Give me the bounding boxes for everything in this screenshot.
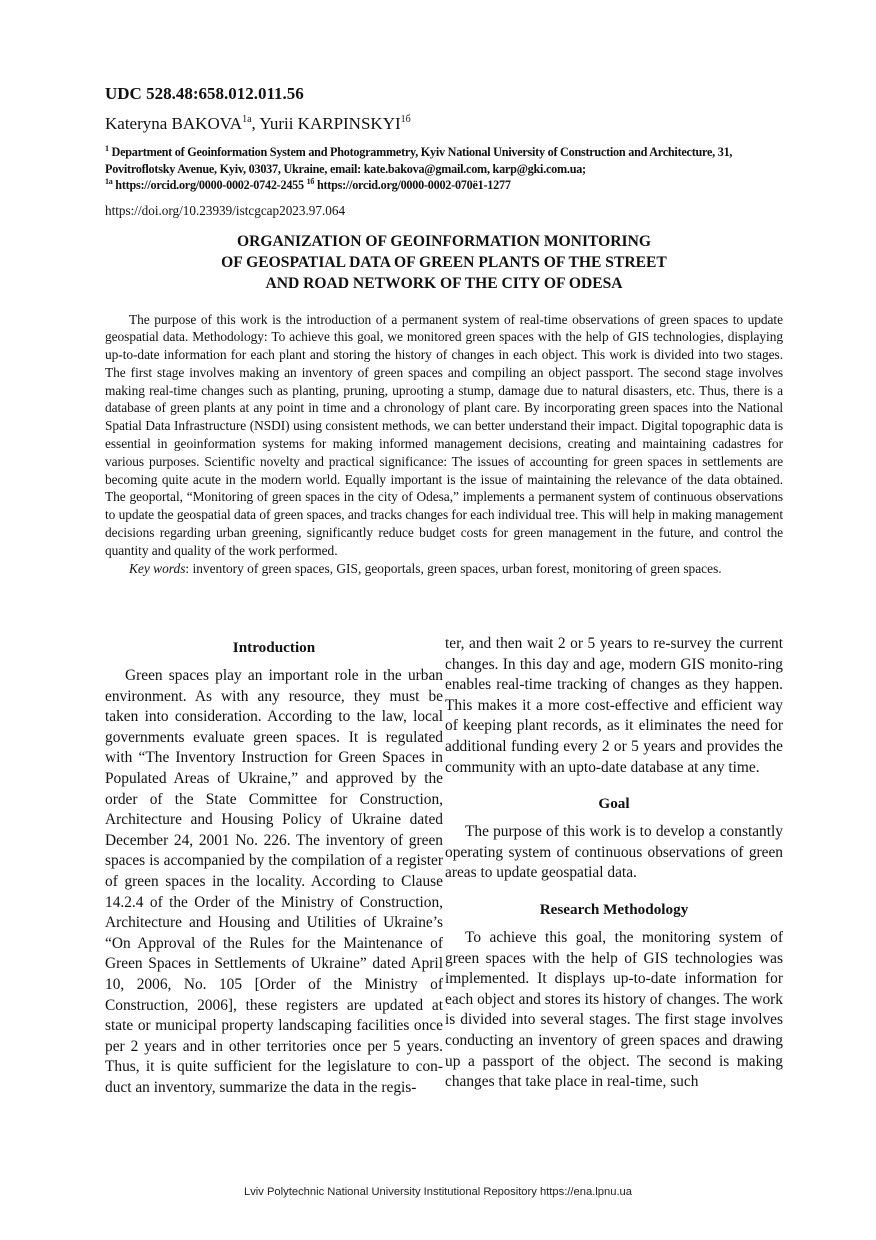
abstract: The purpose of this work is the introduction of a permanent system of real-time observations of green spaces to update geospatial data. Methodology: To achieve this goal, we monitored green spaces with the help of GIS technologies, displaying up-to-date information for each plant and storing the history of changes in each object. This work is divided into two stages. The first stage involves making an inventory of green spaces and compiling an object passport. The second stage involves making real-time changes such as planting, pruning, uprooting a stump, damage due to natural disasters, etc. Thus, there is a database of green plants at any point in time and a chronology of plant care. By incorporating green spaces into the National Spatial Data Infrastructure (NSDI) using consistent methods, we can better understand their impact. Digital topographic data is essential in geoinformation systems for making informed management decisions, creating and maintaining cadastres for various purposes. Scientific novelty and practical significance: The issues of accounting for green spaces in settlements are becoming quite acute in the modern world. Equally important is the issue of maintaining the relevance of the data obtained. The geoportal, “Monitoring of green spaces in the city of Odesa,” implements a permanent system of continuous observations to update the geospatial data of green spaces, and tracks changes for each individual tree. This will help in making management decisions regarding urban greening, significantly reduce budget costs for green management in the future, and control the quantity and quality of the work performed. (105, 311, 783, 558)
repository-footer: Lviv Polytechnic National University Institutional Repository https://ena.lpnu.ua (243, 1186, 633, 1198)
section-heading-goal: Goal (598, 795, 630, 813)
affiliation-text: Department of Geoinformation System and Photogrammetry, Kyiv National University of Construction and Architecture, 31, Povitroflotsky Avenue, Kyiv, 03037, Ukraine, email: kate.bakova@gmail.com, karp@gki.com.ua; (105, 145, 733, 176)
left-column (105, 634, 443, 1098)
author-list (105, 113, 783, 135)
title-line: ORGANIZATION OF GEOINFORMATION MONITORING (237, 232, 651, 250)
udc-code: UDC 528.48:658.012.011.56 (105, 84, 304, 103)
affiliation-superscript: 1 (105, 144, 109, 153)
keywords (105, 560, 783, 578)
section-heading-introduction: Introduction (232, 639, 316, 656)
doi-link[interactable]: https://doi.org/10.23939/istcgcap2023.97.064 (105, 202, 346, 218)
paper-title (105, 231, 783, 294)
orcid-superscript: 1б (306, 177, 315, 186)
author-superscript: 1a (242, 114, 252, 125)
orcid-link[interactable]: https://orcid.org/0000-0002-0742-2455 (112, 178, 307, 192)
introduction-paragraph: Green spaces play an important role in the urban environment. As with any resource, they must be taken into consideration. According to the law, local governments evaluate green spaces. It is regulated with “The Inventory Instruction for Green Spaces in Populated Areas of Ukraine,” and approved by the order of the State Committee for Construction, Architecture and Housing Policy of Ukraine dated December 24, 2001 No. 226. The inventory of green spaces is accompanied by the compilation of a register of green spaces in the locality. According to Clause 14.2.4 of the Order of the Ministry of Construction, Architecture and Housing and Utilities of Ukraine’s “On Approval of the Rules for the Maintenance of Green Spaces in Settlements of Ukraine” dated April 10, 2006, No. 105 [Order of the Ministry of Construction, 2006], these registers are updated at state or municipal property landscaping facilities once per 2 years and in other territories once per 5 years. Thus, it is quite sufficient for the legislature to conduct an inventory, summarize the data in the regis- (105, 667, 443, 1096)
paper-header (105, 84, 783, 577)
title-line: AND ROAD NETWORK OF THE CITY OF ODESA (265, 274, 623, 292)
body-columns (105, 634, 783, 1098)
author-name: Yurii KARPINSKYI (259, 114, 401, 133)
orcid-link[interactable]: https://orcid.org/0000-0002-070ё1-1277 (314, 178, 511, 192)
keywords-label: Key words (129, 560, 186, 576)
affiliation (105, 144, 783, 194)
author-separator: , (251, 114, 260, 133)
title-line: OF GEOSPATIAL DATA OF GREEN PLANTS OF THE STREET (221, 253, 667, 271)
introduction-continuation: ter, and then wait 2 or 5 years to re-survey the current changes. In this day and age, modern GIS monito-ring enables real-time tracking of changes as they happen. This makes it a more cost-effective and efficient way of keeping plant records, as it eliminates the need for additional funding every 2 or 5 years and provides the community with an upto-date database at any time. (445, 635, 783, 776)
right-column (445, 634, 783, 1098)
author-name: Kateryna BAKOVA (105, 114, 243, 133)
orcid-superscript: 1a (105, 177, 113, 186)
goal-paragraph: The purpose of this work is to develop a constantly operating system of continuous observations of green areas to update geospatial data. (445, 823, 783, 882)
keywords-list: : inventory of green spaces, GIS, geoportals, green spaces, urban forest, monitoring of green spaces. (185, 560, 722, 576)
methodology-paragraph: To achieve this goal, the monitoring system of green spaces with the help of GIS technologies was implemented. It displays up-to-date information for each object and stores its history of changes. The work is divided into several stages. The first stage involves conducting an inventory of green spaces and drawing up a passport of the object. The second is making changes that take place in real-time, such (445, 928, 783, 1091)
author-superscript: 1б (400, 114, 411, 125)
section-heading-methodology: Research Methodology (539, 900, 689, 918)
